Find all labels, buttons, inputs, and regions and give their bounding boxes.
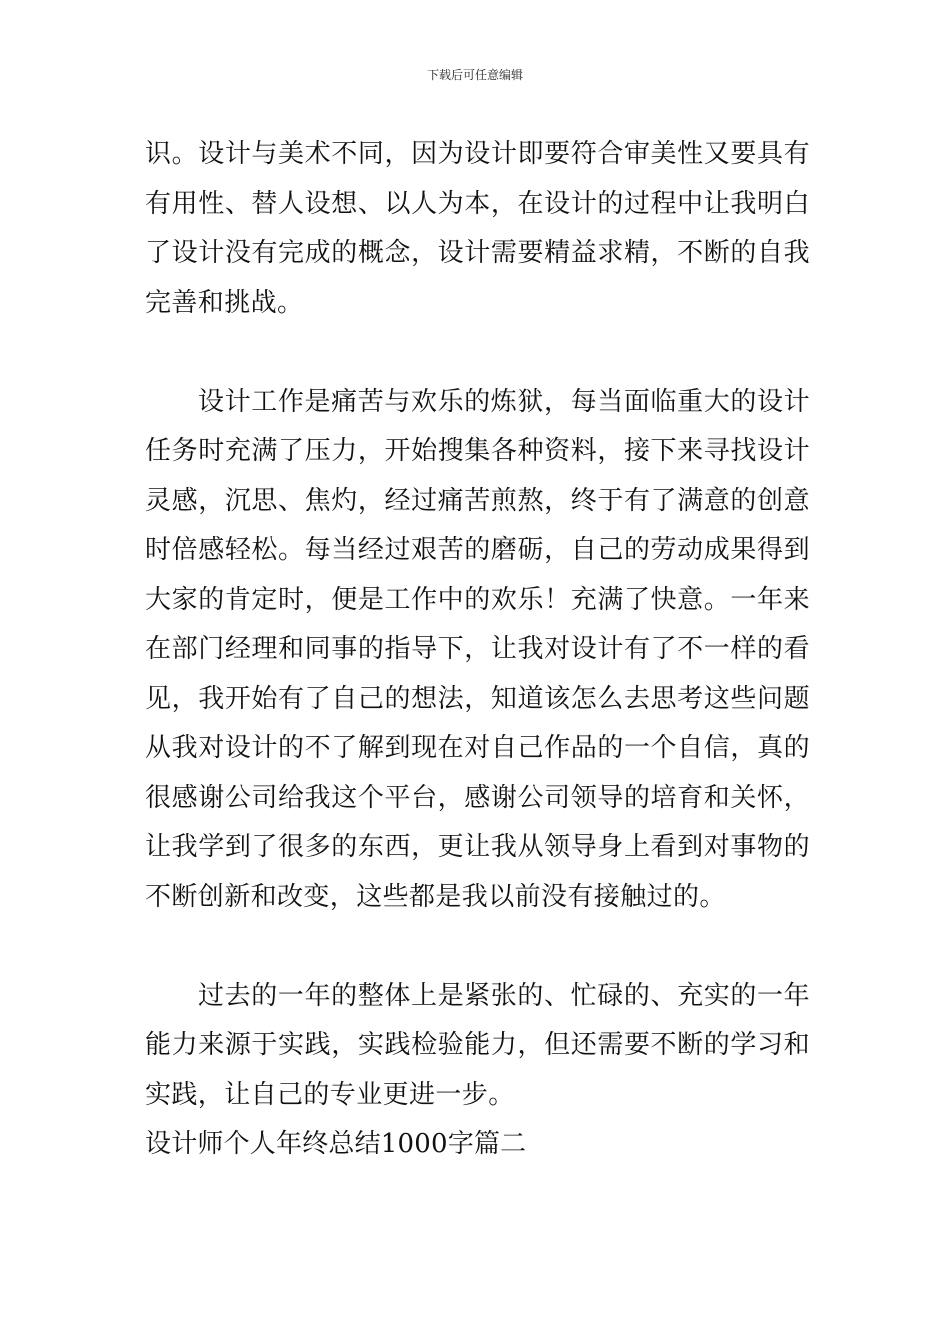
paragraph-1: 识。设计与美术不同，因为设计即要符合审美性又要具有有用性、替人设想、以人为本，在设计的过程中让我明白了设计没有完成的概念，设计需要精益求精，不断的自我完善和挑战。 (145, 139, 810, 318)
paragraph-3: 过去的一年的整体上是紧张的、忙碌的、充实的一年能力来源于实践，实践检验能力，但还需要不断的学习和实践，让自己的专业更进一步。 (145, 980, 810, 1110)
paragraph-2: 设计工作是痛苦与欢乐的炼狱，每当面临重大的设计任务时充满了压力，开始搜集各种资料，接下来寻找设计灵感，沉思、焦灼，经过痛苦煎熬，终于有了满意的创意时倍感轻松。每当经过艰苦的磨砺，自己的劳动成果得到大家的肯定时，便是工作中的欢乐！充满了快意。一年来在部门经理和同事的指导下，让我对设计有了不一样的看见，我开始有了自己的想法，知道该怎么去思考这些问题从我对设计的不了解到现在对自己作品的一个自信，真的很感谢公司给我这个平台，感谢公司领导的培育和关怀，让我学到了很多的东西，更让我从领导身上看到对事物的不断创新和改变，这些都是我以前没有接触过的。 (145, 386, 810, 912)
paragraph-gap (145, 328, 810, 378)
page-header-note: 下载后可任意编辑 (426, 68, 523, 82)
document-body (145, 130, 810, 1170)
section-subtitle: 设计师个人年终总结1000字篇二 (145, 1129, 527, 1159)
paragraph-gap (145, 922, 810, 972)
